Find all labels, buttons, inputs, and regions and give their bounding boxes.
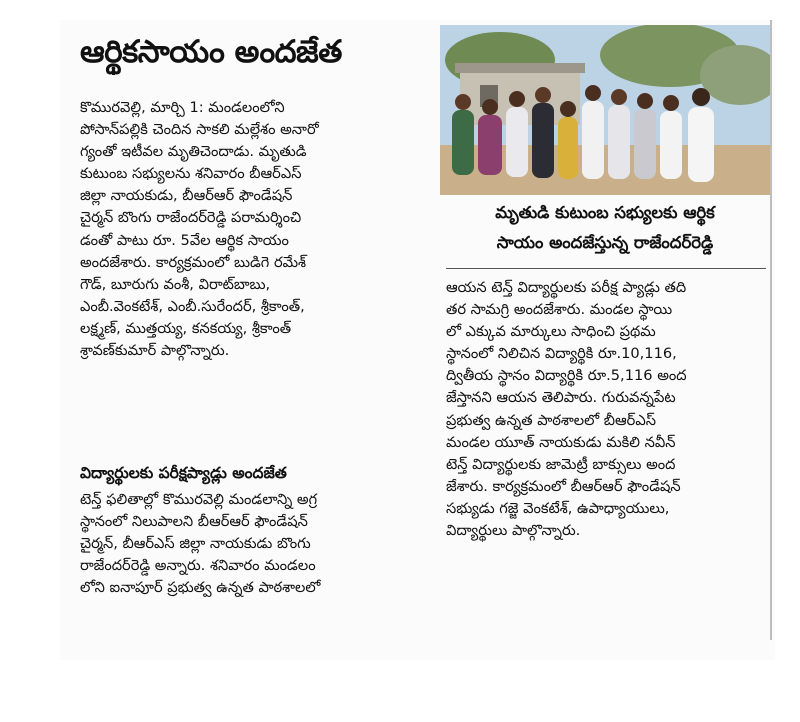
article-line: అందజేశారు. కార్యక్రమంలో బుడిగె రమేశ్	[80, 253, 307, 271]
article-column-left-continued	[80, 489, 422, 599]
caption-line: సాయం అందజేస్తున్న రాజేందర్‌రెడ్డి	[496, 233, 714, 252]
caption-line: మృతుడి కుటుంబ సభ్యులకు ఆర్థిక	[495, 203, 715, 222]
article-line: మండల యూత్ నాయకుడు మకిలి నవీన్	[446, 433, 676, 451]
article-line: టెన్త్ ఫలితాల్లో కొమురవెల్లి మండలాన్ని అగ్ర	[80, 491, 318, 508]
article-line: పోసాన్‌పల్లికి చెందిన సాకలి మల్లేశం అనారో	[80, 121, 319, 139]
article-line: జేస్తానని ఆయన తెలిపారు. గురువన్నపేట	[446, 389, 676, 407]
article-line: లక్ష్మణ్, ముత్తయ్య, కనకయ్య, శ్రీకాంత్	[80, 319, 292, 337]
article-line: ఆయన టెన్త్ విద్యార్థులకు పరీక్ష ప్యాడ్లు తది	[446, 279, 687, 296]
article-line: చైర్మన్, బీఆర్‌ఎస్ జిల్లా నాయకుడు బొంగు	[80, 535, 311, 553]
clipping-edge-rule	[770, 20, 772, 640]
article-line: కొమురవెల్లి, మార్చి 1: మండలంలోని	[80, 99, 285, 116]
article-line: గ్యంతో ఇటీవల మృతిచెందాడు. మృతుడి	[80, 143, 307, 161]
article-line: రాజేందర్‌రెడ్డి అన్నారు. శనివారం మండలం	[80, 557, 316, 575]
article-line: ద్వితీయ స్థానం విద్యార్థికి రూ.5,116 అంద	[446, 367, 687, 385]
article-line: చైర్మన్ బొంగు రాజేందర్‌రెడ్డి పరామర్శించి	[80, 209, 302, 227]
article-column-left	[80, 97, 422, 362]
article-line: కుటుంబ సభ్యులను శనివారం బీఆర్‌ఎస్	[80, 165, 302, 183]
photo-illustration	[440, 25, 770, 195]
article-line: లోని ఐనాపూర్ ప్రభుత్వ ఉన్నత పాఠశాలలో	[80, 579, 321, 597]
article-line: సభ్యుడు గజ్జె వెంకటేశ్, ఉపాధ్యాయులు,	[446, 499, 670, 517]
news-photo	[440, 25, 770, 195]
article-line: ఎంబీ.వెంకటేశ్, ఎంబీ.సురేందర్, శ్రీకాంత్,	[80, 297, 305, 315]
article-subheading: విద్యార్థులకు పరీక్షప్యాడ్లు అందజేత	[80, 464, 287, 482]
caption-divider	[446, 268, 766, 269]
article-line: ప్రభుత్వ ఉన్నత పాఠశాలలో బీఆర్‌ఎస్	[446, 411, 656, 429]
article-line: గౌడ్, బూరుగు వంశీ, విరాట్‌బాబు,	[80, 275, 271, 293]
article-line: శ్రావణ్‌కుమార్ పాల్గొన్నారు.	[80, 342, 230, 360]
article-line: విద్యార్థులు పాల్గొన్నారు.	[446, 522, 581, 540]
article-line: లో ఎక్కువ మార్కులు సాధించి ప్రథమ	[446, 323, 656, 341]
article-line: టెన్త్ విద్యార్థులకు జామెట్రీ బాక్సులు అంద	[446, 455, 676, 473]
article-line: జేశారు. కార్యక్రమంలో బీఆర్‌ఆర్ ఫౌండేషన్	[446, 477, 681, 495]
article-line: స్థానంలో నిలుపాలని బీఆర్‌ఆర్ ఫౌండేషన్	[80, 513, 308, 531]
photo-caption	[440, 198, 770, 262]
article-line: తర సామగ్రి అందజేశారు. మండల స్థాయి	[446, 301, 673, 319]
article-line: జిల్లా నాయకుడు, బీఆర్‌ఆర్ ఫౌండేషన్	[80, 187, 293, 205]
article-column-right	[446, 277, 770, 542]
article-headline: ఆర్థికసాయం అందజేత	[80, 34, 342, 70]
article-line: స్థానంలో నిలిచిన విద్యార్థికి రూ.10,116,	[446, 345, 677, 363]
article-line: డంతో పాటు రూ. 5వేల ఆర్థిక సాయం	[80, 231, 289, 249]
